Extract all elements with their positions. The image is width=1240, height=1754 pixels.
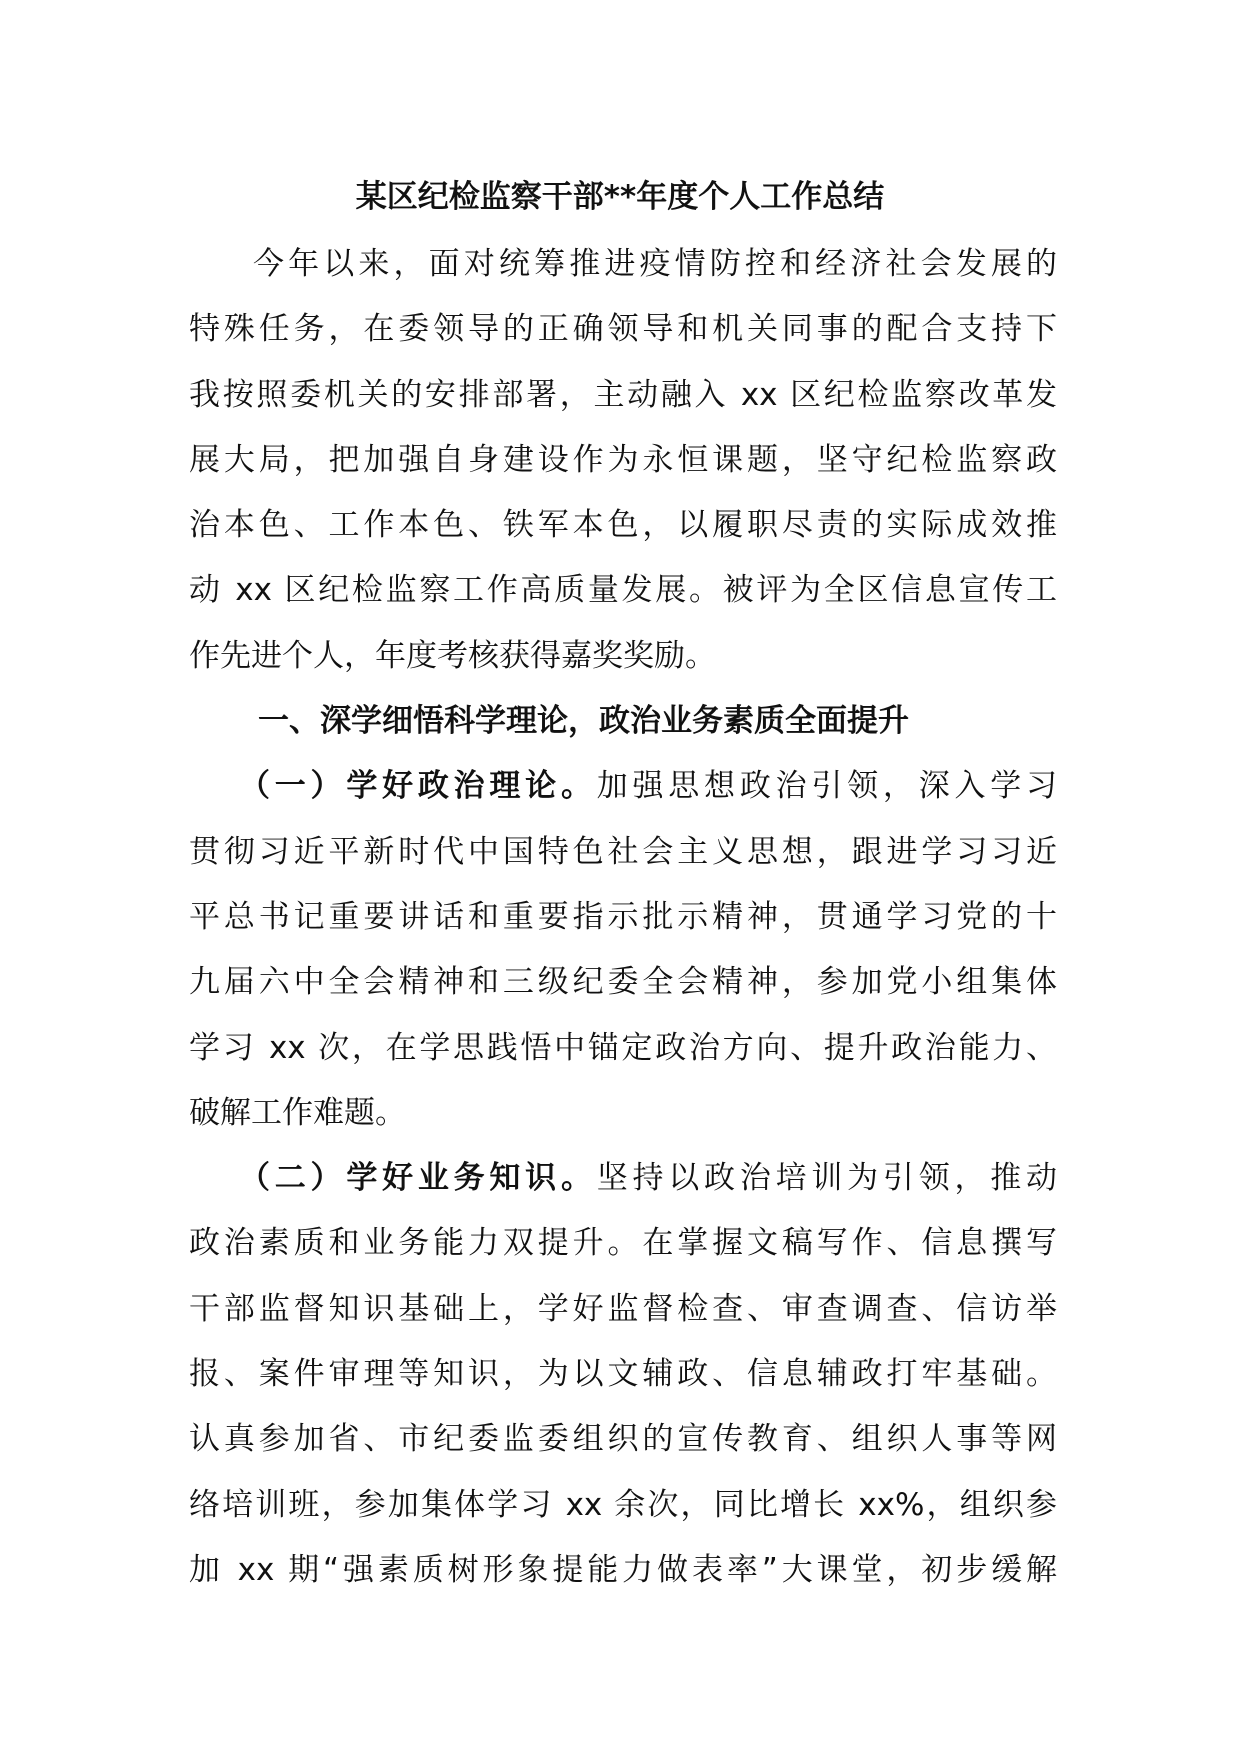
subsection-lead: （二）学好业务知识。	[239, 1160, 597, 1197]
intro-paragraph	[189, 232, 1057, 689]
text-line: 加 xx 期“强素质树形象提能力做表率”大课堂，初步缓解	[189, 1551, 1057, 1588]
text-line: 学习 xx 次，在学思践悟中锚定政治方向、提升政治能力、	[189, 1029, 1057, 1066]
text-line: 特殊任务，在委领导的正确领导和机关同事的配合支持下	[189, 311, 1057, 348]
document-title: 某区纪检监察干部**年度个人工作总结	[355, 179, 885, 215]
text-line: 展大局，把加强自身建设作为永恒课题，坚守纪检监察政	[189, 441, 1057, 478]
document-body	[189, 232, 1057, 1603]
text-line: 报、案件审理等知识，为以文辅政、信息辅政打牢基础。	[189, 1356, 1057, 1393]
text-span: 坚持以政治培训为引领，推动	[596, 1160, 1057, 1197]
section-heading: 一、深学细悟科学理论，政治业务素质全面提升	[258, 703, 909, 740]
text-line: 破解工作难题。	[189, 1094, 406, 1131]
text-line	[189, 1146, 1057, 1211]
text-line: 九届六中全会精神和三级纪委全会精神，参加党小组集体	[189, 964, 1057, 1001]
text-line: 络培训班，参加集体学习 xx 余次，同比增长 xx%，组织参	[189, 1486, 1057, 1523]
subsection-paragraph-1	[189, 754, 1057, 1146]
text-span: 加强思想政治引领，深入学习	[596, 768, 1057, 805]
text-line: 平总书记重要讲话和重要指示批示精神，贯通学习党的十	[189, 898, 1057, 935]
subsection-paragraph-2	[189, 1146, 1057, 1603]
text-line: 认真参加省、市纪委监委组织的宣传教育、组织人事等网	[189, 1421, 1057, 1458]
subsection-lead: （一）学好政治理论。	[239, 768, 597, 805]
text-line: 治本色、工作本色、铁军本色，以履职尽责的实际成效推	[189, 507, 1057, 544]
text-line: 政治素质和业务能力双提升。在掌握文稿写作、信息撰写	[189, 1225, 1057, 1262]
text-line: 作先进个人，年度考核获得嘉奖奖励。	[189, 637, 716, 674]
text-line: 贯彻习近平新时代中国特色社会主义思想，跟进学习习近	[189, 833, 1057, 870]
text-line: 动 xx 区纪检监察工作高质量发展。被评为全区信息宣传工	[189, 572, 1057, 609]
text-line: 今年以来，面对统筹推进疫情防控和经济社会发展的	[253, 246, 1057, 282]
text-line: 干部监督知识基础上，学好监督检查、审查调查、信访举	[189, 1290, 1057, 1327]
text-line: 我按照委机关的安排部署，主动融入 xx 区纪检监察改革发	[189, 376, 1057, 413]
text-line	[189, 754, 1057, 819]
